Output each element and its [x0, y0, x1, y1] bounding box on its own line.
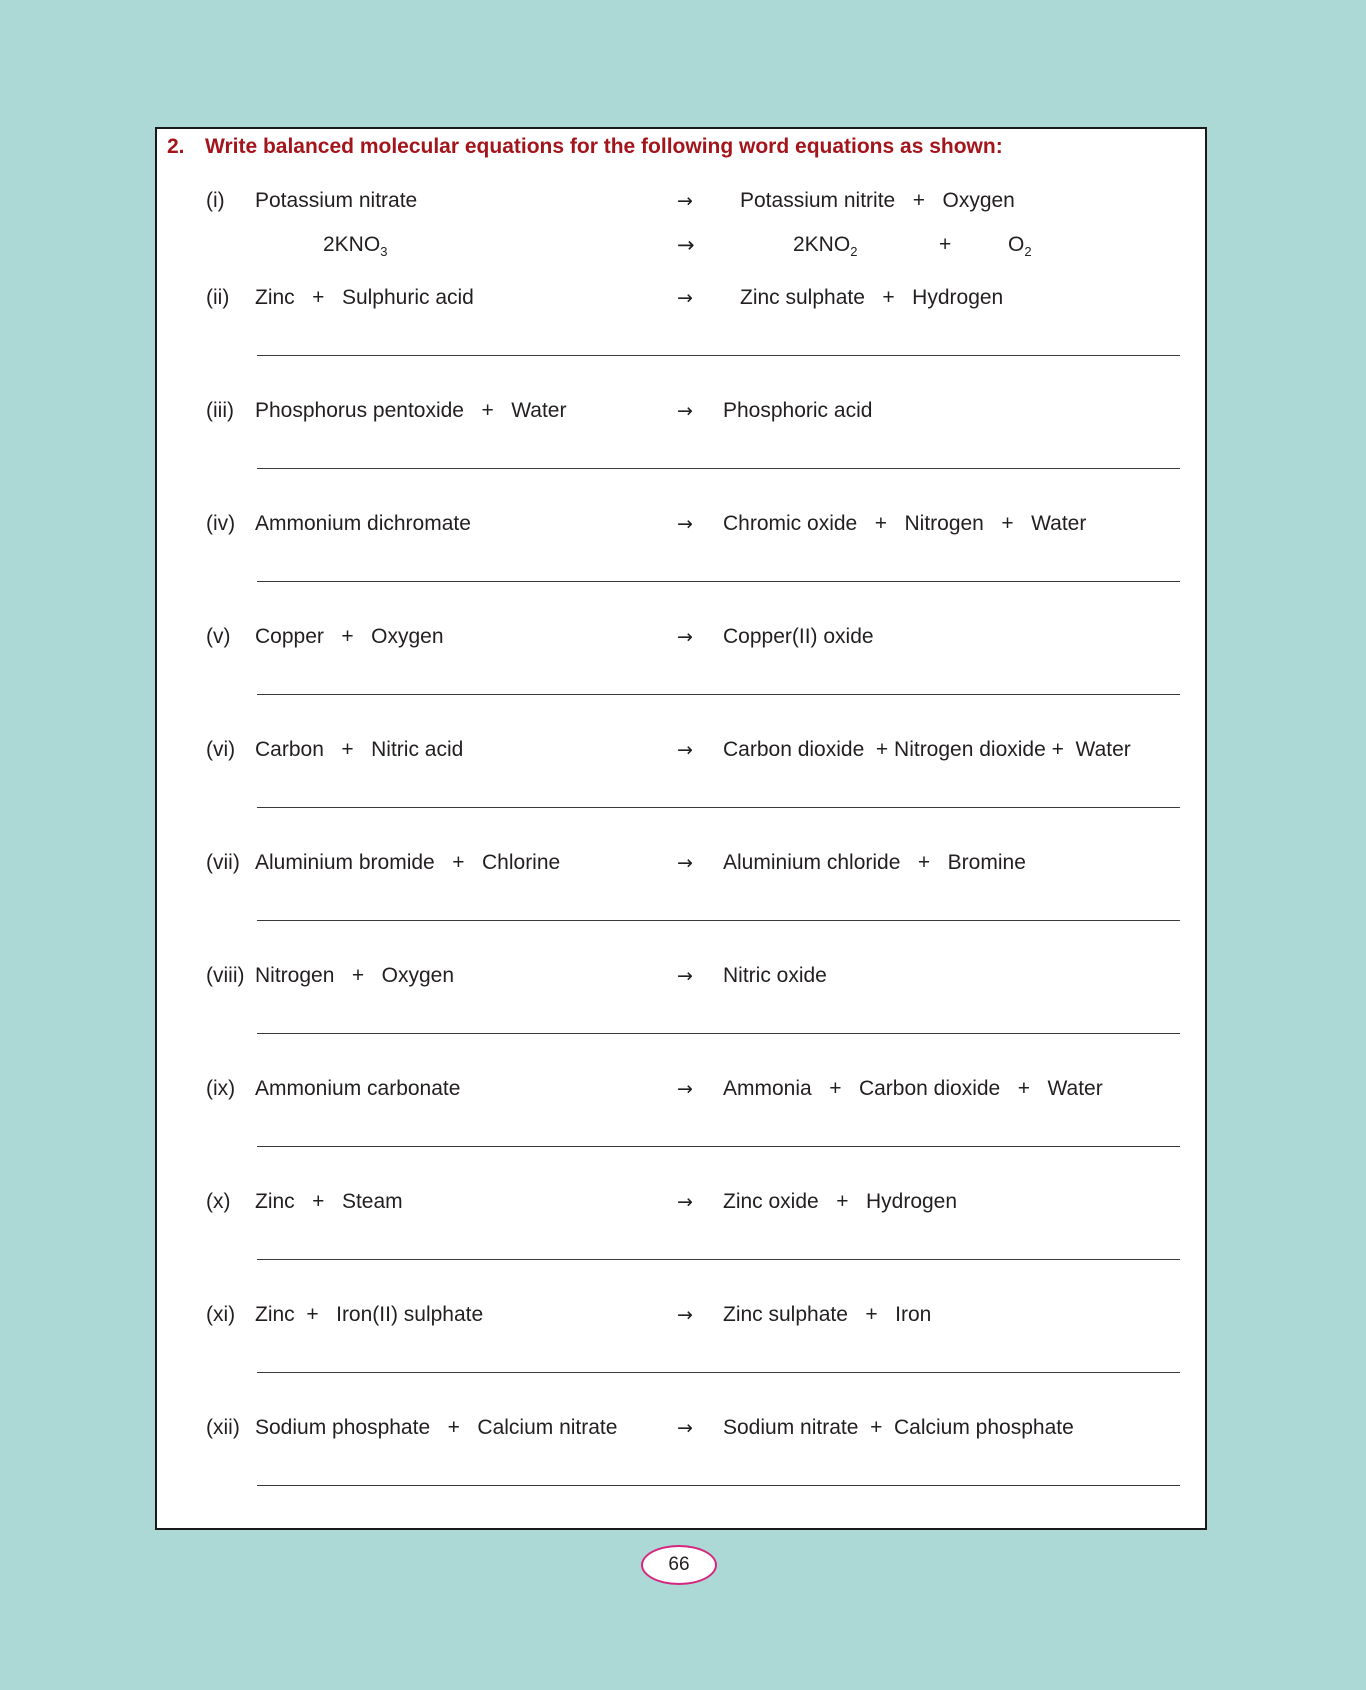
item-numeral: (i): [206, 189, 225, 212]
item-numeral: (vii): [206, 851, 240, 874]
answer-line[interactable]: [257, 1259, 1180, 1260]
answer-line[interactable]: [257, 468, 1180, 469]
item-reactants: Sodium phosphate + Calcium nitrate: [255, 1416, 618, 1439]
example-formula-equation: [157, 225, 1205, 265]
yields-arrow: →: [677, 1078, 693, 1100]
equation-item: [157, 730, 1205, 770]
item-reactants: Ammonium dichromate: [255, 512, 471, 535]
equation-item: [157, 1295, 1205, 1335]
item-numeral: (ii): [206, 286, 230, 309]
equation-item: [157, 504, 1205, 544]
item-reactants: Potassium nitrate: [255, 189, 418, 212]
item-products: Potassium nitrite + Oxygen: [740, 189, 1015, 212]
equation-item: [157, 1182, 1205, 1222]
item-numeral: (iv): [206, 512, 236, 535]
question-instruction: Write balanced molecular equations for the following word equations as shown:: [205, 135, 1003, 158]
equation-item: [157, 278, 1205, 318]
page-number: 66: [641, 1545, 717, 1585]
item-numeral: (viii): [206, 964, 245, 987]
answer-line[interactable]: [257, 581, 1180, 582]
equation-item: [157, 843, 1205, 883]
item-products: Carbon dioxide + Nitrogen dioxide + Water: [723, 738, 1131, 761]
formula-reactant: $2KNO_3$: [323, 233, 388, 259]
yields-arrow: →: [677, 1417, 693, 1439]
yields-arrow: →: [677, 739, 693, 761]
equation-item: [157, 1408, 1205, 1448]
item-products: Ammonia + Carbon dioxide + Water: [723, 1077, 1103, 1100]
answer-line[interactable]: [257, 1485, 1180, 1486]
item-numeral: (v): [206, 625, 231, 648]
yields-arrow: →: [677, 287, 693, 309]
yields-arrow: →: [677, 626, 693, 648]
item-products: Nitric oxide: [723, 964, 827, 987]
yields-arrow: →: [677, 965, 693, 987]
yields-arrow: →: [677, 400, 693, 422]
item-numeral: (iii): [206, 399, 234, 422]
formula-product-1: $2KNO_2$: [793, 233, 858, 259]
answer-line[interactable]: [257, 1146, 1180, 1147]
item-reactants: Copper + Oxygen: [255, 625, 444, 648]
answer-line[interactable]: [257, 1372, 1180, 1373]
item-reactants: Zinc + Sulphuric acid: [255, 286, 474, 309]
item-reactants: Phosphorus pentoxide + Water: [255, 399, 567, 422]
yields-arrow: →: [677, 513, 693, 535]
item-products: Chromic oxide + Nitrogen + Water: [723, 512, 1087, 535]
equation-item: [157, 1069, 1205, 1109]
example-word-equation: [157, 181, 1205, 221]
item-reactants: Zinc + Steam: [255, 1190, 403, 1213]
question-heading: [167, 135, 1003, 159]
answer-line[interactable]: [257, 694, 1180, 695]
item-numeral: (x): [206, 1190, 231, 1213]
item-reactants: Zinc + Iron(II) sulphate: [255, 1303, 484, 1326]
item-numeral: (vi): [206, 738, 236, 761]
worksheet-panel: [155, 127, 1207, 1530]
equation-item: [157, 617, 1205, 657]
item-products: Zinc sulphate + Hydrogen: [740, 286, 1004, 309]
item-products: Sodium nitrate + Calcium phosphate: [723, 1416, 1074, 1439]
item-products: Aluminium chloride + Bromine: [723, 851, 1026, 874]
equation-item: [157, 391, 1205, 431]
item-numeral: (xii): [206, 1416, 240, 1439]
item-numeral: (ix): [206, 1077, 236, 1100]
item-reactants: Ammonium carbonate: [255, 1077, 461, 1100]
item-products: Copper(II) oxide: [723, 625, 874, 648]
equation-item: [157, 956, 1205, 996]
item-products: Phosphoric acid: [723, 399, 873, 422]
yields-arrow: →: [677, 190, 693, 212]
plus-sign: +: [939, 233, 952, 256]
item-reactants: Carbon + Nitric acid: [255, 738, 464, 761]
yields-arrow: →: [677, 233, 695, 257]
answer-line[interactable]: [257, 355, 1180, 356]
answer-line[interactable]: [257, 920, 1180, 921]
item-reactants: Aluminium bromide + Chlorine: [255, 851, 561, 874]
question-number: 2.: [167, 135, 185, 158]
yields-arrow: →: [677, 1191, 693, 1213]
answer-line[interactable]: [257, 807, 1180, 808]
yields-arrow: →: [677, 1304, 693, 1326]
item-reactants: Nitrogen + Oxygen: [255, 964, 455, 987]
item-numeral: (xi): [206, 1303, 236, 1326]
item-products: Zinc oxide + Hydrogen: [723, 1190, 958, 1213]
item-products: Zinc sulphate + Iron: [723, 1303, 932, 1326]
formula-product-2: $O_2$: [1008, 233, 1032, 259]
answer-line[interactable]: [257, 1033, 1180, 1034]
yields-arrow: →: [677, 852, 693, 874]
